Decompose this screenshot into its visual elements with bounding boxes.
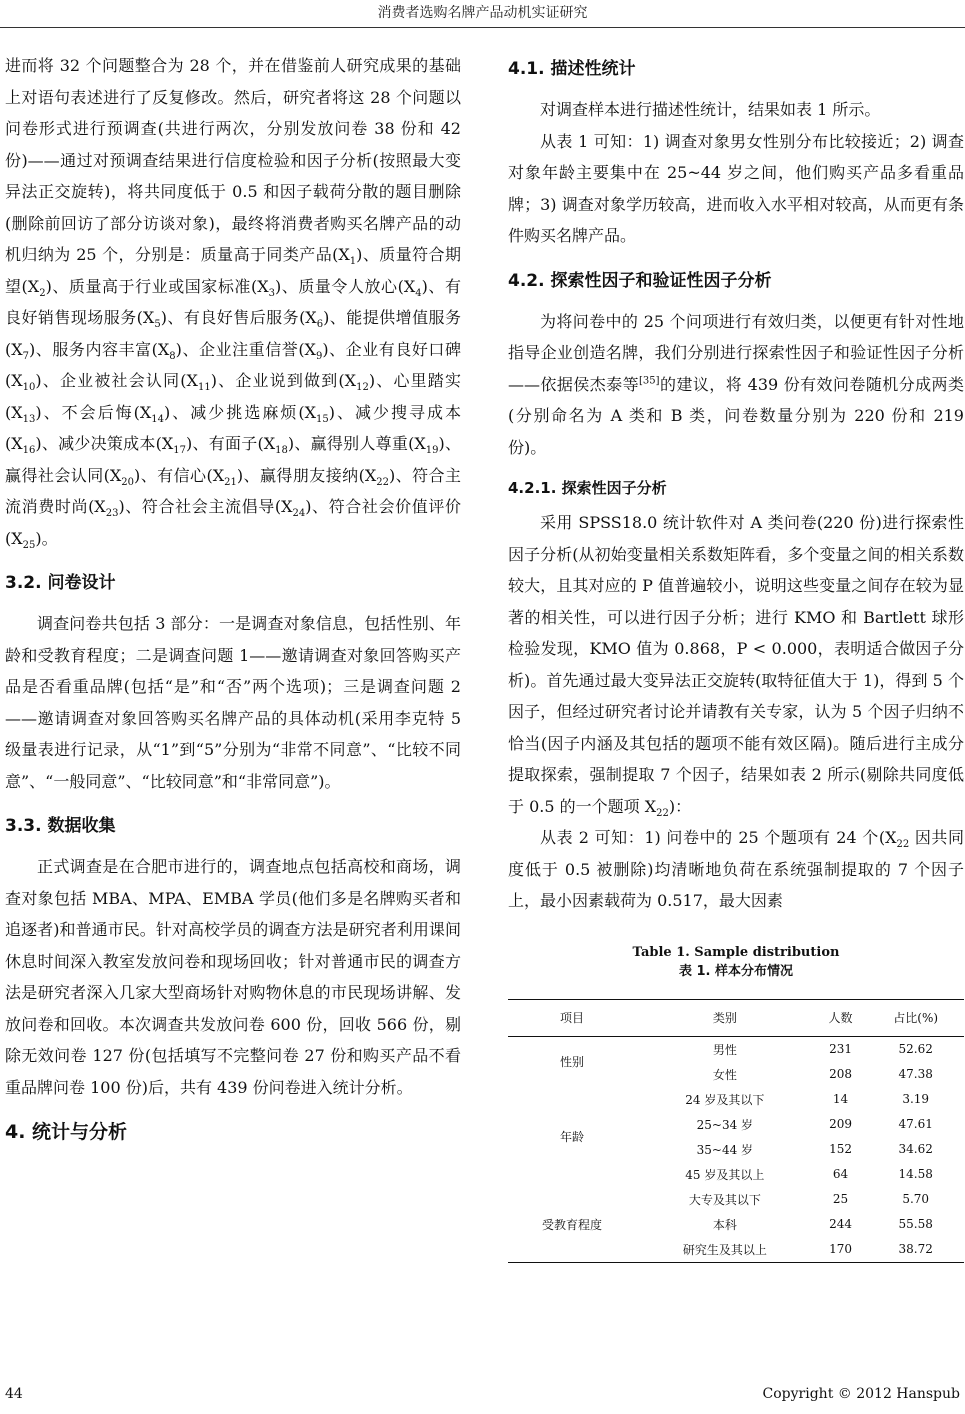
table-cell: 170 [829, 1242, 852, 1256]
table-cell: 研究生及其以上 [682, 1242, 767, 1257]
table-cell: 35~44 岁 [696, 1142, 754, 1157]
paragraph-questionnaire: 调查问卷共包括 3 部分：一是调查对象信息，包括性别、年龄和受教育程度；二是调查问题 1——邀请调查对象回答购买产品是否看重品牌(包括“是”和“否”两个选项)；三是调查问题 2——邀请调查对象回答购买名牌产品的具体动机(采用李克特 5 级量表进行记录，从“1”到“5”分别为“非常不同意”、“比较不同意”、“一般同意”、“比较同意”和“非常同意”)。 [5, 614, 461, 791]
table-header-row [508, 999, 964, 1036]
motive-item: 减少决策成本$(X_{17})$、 [58, 434, 209, 457]
motive-item: 质量符合期望$(X_2)$、 [5, 245, 461, 299]
motive-item: 企业说到做到$(X_{12})$、 [235, 371, 394, 394]
table-cell: 5.70 [902, 1192, 930, 1206]
table-cell: 152 [829, 1142, 852, 1156]
motive-item: 赢得社会认同$(X_{20})$、 [5, 465, 158, 488]
motive-list [5, 245, 461, 551]
table-cell: 14 [832, 1092, 849, 1106]
section-4-2-heading: 4.2. 探索性因子和验证性因子分析 [508, 270, 772, 291]
motive-item: 符合社会主流倡导$(X_{24})$、 [141, 497, 329, 520]
motive-item: 质量高于行业或国家标准$(X_3)$、 [68, 276, 299, 299]
efa-text-end: )： [668, 796, 692, 816]
efa-subscript: 22 [656, 807, 669, 819]
table-group-cell: 年龄 [560, 1130, 585, 1144]
table-cell: 14.58 [898, 1167, 933, 1181]
findings-text: 从表 2 可知：1) 问卷中的 25 个题项有 24 个(X [540, 828, 897, 847]
findings-subscript: 22 [896, 839, 910, 851]
motive-item: 符合主流消费时尚$(X_{23})$、 [5, 465, 461, 520]
table-cell: 231 [829, 1042, 852, 1056]
factor-intro-text: 为将问卷中的 25 个问项进行有效归类，以便更有针对性地指导企业创造名牌，我们分别进行探索性因子和验证性因子分析——依据侯杰泰等 [508, 311, 964, 394]
motive-item: 减少搜寻成本$(X_{16})$、 [5, 402, 461, 457]
motive-item: 质量高于同类产品$(X_1)$、 [200, 245, 380, 268]
motive-item: 赢得朋友接纳$(X_{22})$、 [259, 465, 413, 488]
section-4-1-heading: 4.1. 描述性统计 [508, 59, 636, 79]
motive-item: 心里踏实$(X_{13})$、 [5, 371, 461, 425]
section-3-3-heading: 3.3. 数据收集 [5, 816, 116, 836]
table-cell: 女性 [712, 1067, 737, 1082]
motive-item: 有良好销售现场服务$(X_5)$、 [5, 276, 461, 331]
motive-item: 有良好售后服务$(X_6)$、 [183, 308, 347, 331]
table-group-cell: 受教育程度 [542, 1217, 603, 1232]
left-column [5, 50, 461, 1157]
table-body [508, 1036, 964, 1262]
paragraph-data-collection: 正式调查是在合肥市进行的，调查地点包括高校和商场，调查对象包括 MBA、MPA、EMBA 学员(他们多是名牌购买者和追逐者)和普通市民。针对高校学员的调查方法是研究者利用课间休息时间深入教室发放问卷和现场回收；针对普通市民的调查方法是研究者深入几家大型商场针对购物休息的市民现场讲解、发放问卷和回收。本次调查共发放问卷 600 份，回收 566 份，剔除无效问卷 127 份(包括填写不完整问卷 27 份和购买产品不看重品牌问卷 100 份)后，共有 439 份问卷进入统计分析。 [5, 857, 461, 1097]
running-title: 消费者选购名牌产品动机实证研究 [377, 5, 588, 21]
table-cell: 244 [829, 1217, 852, 1231]
sample-distribution-table [508, 999, 964, 1263]
table-header-cell: 占比(%) [867, 999, 964, 1036]
paragraph-motives [5, 50, 461, 554]
section-3-2-heading: 3.2. 问卷设计 [5, 573, 116, 593]
table-group-cell: 性别 [560, 1055, 585, 1069]
table-cell: 47.61 [898, 1117, 933, 1131]
table-header-cell: 项目 [508, 999, 636, 1036]
right-column [508, 50, 964, 1263]
motive-item: 符合社会价值评价$(X_{25})$。 [5, 497, 461, 551]
table-cell: 本科 [712, 1217, 737, 1232]
table-caption-en: Table 1. Sample distribution [632, 944, 840, 960]
table-cell: 38.72 [898, 1242, 933, 1256]
table-cell: 24 岁及其以下 [685, 1092, 765, 1107]
copyright: Copyright © 2012 Hanspub [762, 1386, 960, 1402]
table-caption-zh: 表 1. 样本分布情况 [678, 963, 794, 979]
table-cell: 64 [832, 1167, 849, 1181]
findings-text-end: 因共同度低于 0.5 被删除)均清晰地负荷在系统强制提取的 7 个因子上，最小因素载荷为 0.517，最大因素 [508, 828, 964, 910]
motive-item: 企业被社会认同$(X_{11})$、 [60, 371, 236, 394]
motive-item: 有信心$(X_{21})$、 [157, 465, 260, 488]
paragraph-descriptive-intro: 对调查样本进行描述性统计，结果如表 1 所示。 [540, 100, 881, 119]
paragraph-factor-intro [508, 306, 964, 464]
table-cell: 男性 [712, 1042, 737, 1057]
table-cell: 3.19 [902, 1092, 930, 1106]
header-rule [0, 27, 965, 28]
table-row [508, 1087, 964, 1112]
table-cell: 45 岁及其以上 [685, 1167, 765, 1182]
motive-item: 赢得别人尊重$(X_{19})$、 [310, 434, 461, 457]
table-cell: 209 [829, 1117, 852, 1131]
paragraph-table2-findings [508, 822, 964, 917]
table-cell: 25~34 岁 [696, 1117, 754, 1132]
citation-ref: [35] [639, 375, 660, 387]
motive-item: 不会后悔$(X_{14})$、 [61, 402, 191, 425]
table-header-cell: 类别 [636, 999, 814, 1036]
factor-intro-text-2: 的建议，将 439 份有效问卷随机分成两类(分别命名为 A 类和 B 类，问卷数量分别为 220 份和 219 份)。 [508, 374, 964, 457]
motive-item: 减少挑选麻烦$(X_{15})$、 [190, 402, 355, 425]
paragraph-descriptive-findings: 从表 1 可知：1) 调查对象男女性别分布比较接近；2) 调查对象年龄主要集中在 25~44 岁之间，他们购买产品多看重品牌；3) 调查对象学历较高，进而收入水平相对较高，从而更有条件购买名牌产品。 [508, 131, 964, 245]
paragraph-efa [508, 507, 964, 822]
table-header-cell: 人数 [814, 999, 868, 1036]
section-4-2-1-heading: 4.2.1. 探索性因子分析 [508, 479, 667, 497]
motive-item: 有面子$(X_{18})$、 [208, 434, 311, 457]
table-cell: 55.58 [898, 1217, 933, 1231]
table-cell: 大专及其以下 [688, 1192, 761, 1207]
motives-intro: 进而将 32 个问题整合为 28 个，并在借鉴前人研究成果的基础上对语句表述进行了反复修改。然后，研究者将这 28 个问题以问卷形式进行预调查(共进行两次，分别发放问卷 38 份和 42 份)——通过对预调查结果进行信度检验和因子分析(按照最大变异法正交旋转)，将共同度低于 0.5 和因子载荷分散的题目删除(删除前回访了部分访谈对象)，最终将消费者购买名牌产品的动机归纳为 25 个，分别是： [5, 56, 461, 264]
motive-item: 能提供增值服务$(X_7)$、 [5, 308, 461, 362]
table-row [508, 1187, 964, 1212]
table-cell: 47.38 [898, 1067, 933, 1081]
table-cell: 25 [832, 1192, 849, 1206]
motive-item: 企业注重信誉$(X_9)$、 [199, 339, 346, 362]
table-row [508, 1036, 964, 1062]
motive-item: 企业有良好口碑$(X_{10})$、 [5, 339, 461, 394]
table-cell: 34.62 [898, 1142, 933, 1156]
table-1-caption [508, 943, 964, 981]
table-cell: 208 [829, 1067, 852, 1081]
table-cell: 52.62 [898, 1042, 933, 1056]
page-number: 44 [5, 1386, 23, 1402]
section-4-heading: 4. 统计与分析 [5, 1121, 128, 1143]
motive-item: 服务内容丰富$(X_8)$、 [52, 339, 200, 362]
motive-item: 质量令人放心$(X_4)$、 [298, 276, 445, 299]
efa-text: 采用 SPSS18.0 统计软件对 A 类问卷(220 份)进行探索性因子分析(从初始变量相关系数矩阵看，多个变量之间的相关系数较大，且其对应的 P 值普遍较小，说明这些变量之间存在较为显著的相关性，可以进行因子分析；进行 KMO 和 Bartlett 球形检验发现，KMO 值为 0.868，P < 0.000，表明适合做因子分析)。首先通过最大变异法正交旋转(取特征值大于 1)，得到 5 个因子，但经过研究者讨论并请教有关专家，认为 5 个因子归纳不恰当(因子内涵及其包括的题项不能有效区隔)。随后进行主成分提取探索，强制提取 7 个因子，结果如表 2 所示(剔除共同度低于 0.5 的一个题项 X [508, 513, 964, 816]
